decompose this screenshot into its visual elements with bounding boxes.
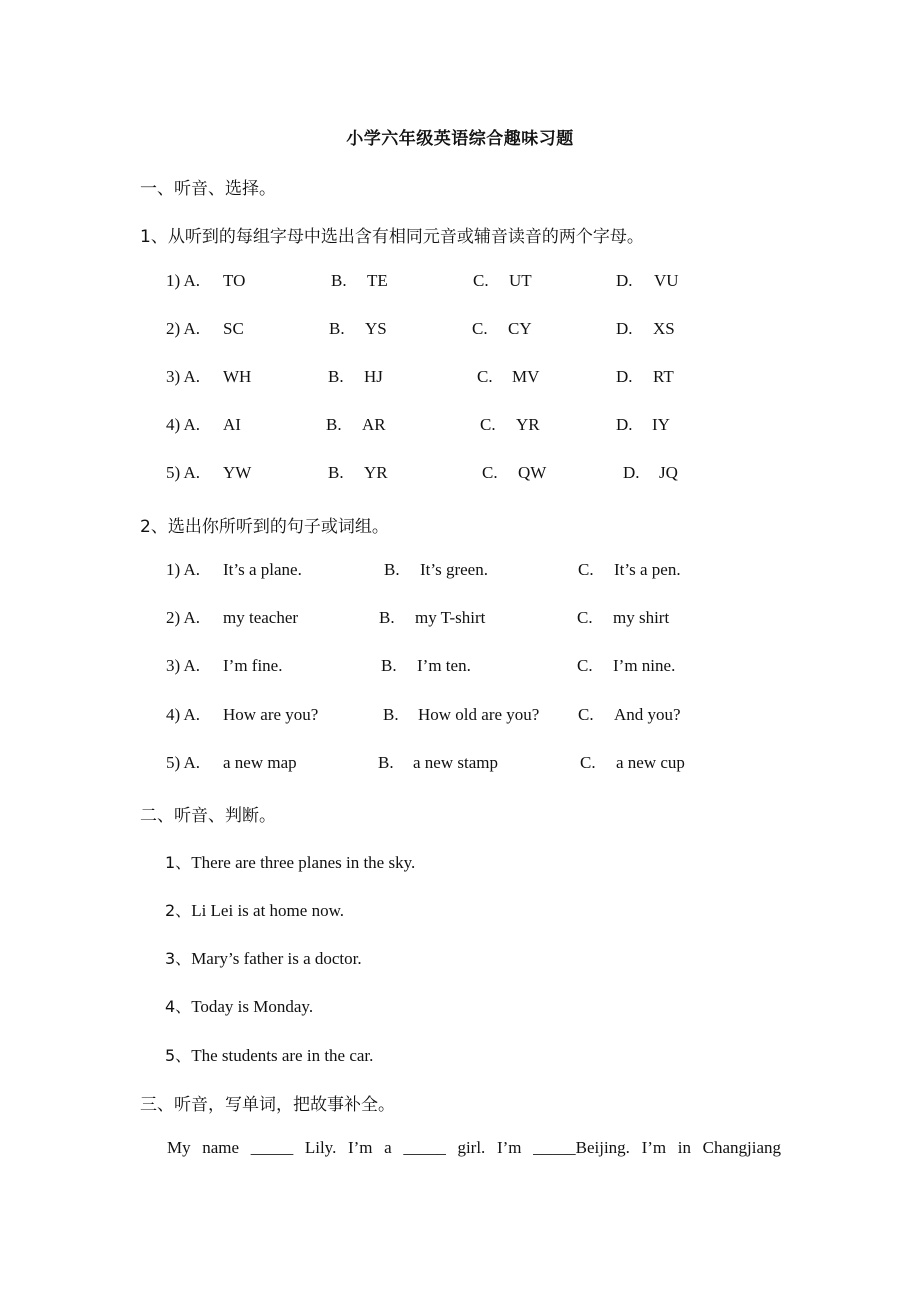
question-number: 2) A. [166, 608, 200, 627]
story-cloze-text: My name _____ Lily. I’m a _____ girl. I’m _____Beijing. I’m in Changjiang [167, 1138, 781, 1157]
item-text: Mary’s father is a doctor. [191, 949, 362, 968]
option-c-label: C. [473, 271, 489, 290]
question-number: 4) A. [166, 415, 200, 434]
option-c-label: C. [477, 367, 493, 386]
option-b-label: B. [329, 319, 345, 338]
option-a: AI [223, 415, 241, 434]
option-a: It’s a plane. [223, 560, 302, 579]
option-c: MV [512, 367, 540, 386]
judgement-item [165, 946, 362, 969]
option-b: How old are you? [418, 705, 540, 724]
option-a: WH [223, 367, 252, 386]
option-c: I’m nine. [613, 656, 676, 675]
option-c-label: C. [472, 319, 488, 338]
question-number: 3) A. [166, 367, 200, 386]
option-b-label: B. [379, 608, 395, 627]
option-b-label: B. [328, 463, 344, 482]
option-b: YR [364, 463, 388, 482]
item-text: Today is Monday. [191, 997, 314, 1016]
question-number: 2) A. [166, 319, 200, 338]
judgement-item [165, 898, 344, 921]
option-d-label: D. [616, 415, 633, 434]
section1-heading: 一、听音、选择。 [140, 179, 276, 199]
option-b: It’s green. [420, 560, 488, 579]
option-c: QW [518, 463, 547, 482]
option-d: XS [653, 319, 675, 338]
option-b: I’m ten. [417, 656, 471, 675]
option-b-label: B. [383, 705, 399, 724]
option-b-label: B. [326, 415, 342, 434]
option-a: my teacher [223, 608, 299, 627]
option-d-label: D. [623, 463, 640, 482]
option-b: YS [365, 319, 387, 338]
item-number: 2、 [165, 901, 192, 920]
question-number: 5) A. [166, 753, 200, 772]
option-a: TO [223, 271, 246, 290]
option-c: YR [516, 415, 540, 434]
option-d: VU [654, 271, 679, 290]
option-b: a new stamp [413, 753, 498, 772]
page-title: 小学六年级英语综合趣味习题 [346, 129, 574, 149]
option-c-label: C. [578, 560, 594, 579]
option-d-label: D. [616, 271, 633, 290]
letter-question-row [166, 415, 806, 439]
sentence-question-row [166, 560, 806, 584]
section2-heading: 二、听音、判断。 [140, 806, 276, 826]
sentence-question-row [166, 608, 806, 632]
option-c-label: C. [580, 753, 596, 772]
option-c: a new cup [616, 753, 685, 772]
option-c: And you? [614, 705, 681, 724]
option-a: YW [223, 463, 252, 482]
letter-question-row [166, 367, 806, 391]
option-b: TE [367, 271, 388, 290]
option-c: It’s a pen. [614, 560, 681, 579]
option-c-label: C. [577, 608, 593, 627]
question-number: 1) A. [166, 271, 200, 290]
judgement-item [165, 994, 313, 1017]
option-b-label: B. [381, 656, 397, 675]
option-c: UT [509, 271, 532, 290]
option-a: a new map [223, 753, 297, 772]
option-a: How are you? [223, 705, 319, 724]
option-b-label: B. [384, 560, 400, 579]
letter-question-row [166, 271, 806, 295]
letter-question-row [166, 319, 806, 343]
item-number: 1、 [165, 853, 192, 872]
option-a: SC [223, 319, 244, 338]
judgement-item [165, 1043, 373, 1066]
option-d: RT [653, 367, 674, 386]
option-a: I’m fine. [223, 656, 283, 675]
option-d: IY [652, 415, 670, 434]
option-d-label: D. [616, 319, 633, 338]
option-b-label: B. [328, 367, 344, 386]
question-number: 3) A. [166, 656, 200, 675]
item-number: 3、 [165, 949, 192, 968]
question-number: 5) A. [166, 463, 200, 482]
sentence-question-row [166, 753, 806, 777]
item-number: 4、 [165, 997, 192, 1016]
item-text: Li Lei is at home now. [191, 901, 344, 920]
letter-question-row [166, 463, 806, 487]
part1-instruction: 1、从听到的每组字母中选出含有相同元音或辅音读音的两个字母。 [140, 227, 644, 247]
sentence-question-row [166, 656, 806, 680]
option-b: HJ [364, 367, 383, 386]
option-c-label: C. [482, 463, 498, 482]
option-d-label: D. [616, 367, 633, 386]
section3-heading: 三、听音，写单词，把故事补全。 [140, 1095, 395, 1115]
item-number: 5、 [165, 1046, 192, 1065]
part2-instruction: 2、选出你所听到的句子或词组。 [140, 517, 389, 537]
item-text: The students are in the car. [191, 1046, 374, 1065]
option-b-label: B. [378, 753, 394, 772]
option-b: my T-shirt [415, 608, 486, 627]
option-d: JQ [659, 463, 678, 482]
question-number: 1) A. [166, 560, 200, 579]
item-text: There are three planes in the sky. [191, 853, 416, 872]
judgement-item [165, 850, 415, 873]
option-c-label: C. [578, 705, 594, 724]
option-b-label: B. [331, 271, 347, 290]
option-c-label: C. [480, 415, 496, 434]
option-c: my shirt [613, 608, 670, 627]
option-c: CY [508, 319, 532, 338]
option-c-label: C. [577, 656, 593, 675]
question-number: 4) A. [166, 705, 200, 724]
option-b: AR [362, 415, 386, 434]
sentence-question-row [166, 705, 806, 729]
